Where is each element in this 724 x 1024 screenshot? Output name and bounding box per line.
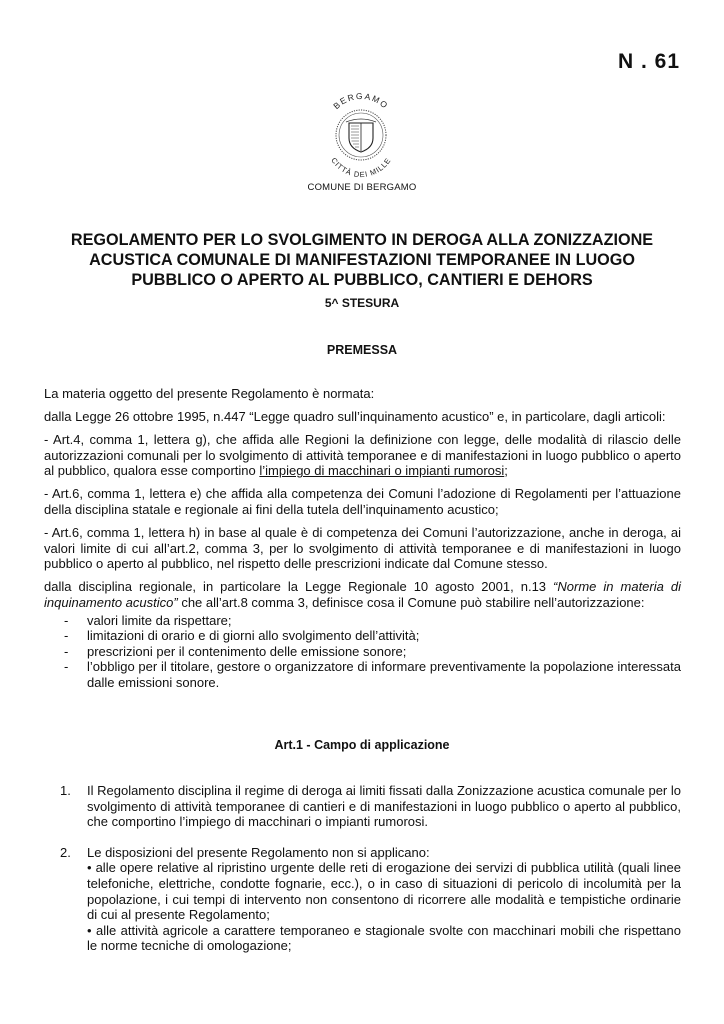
text-run: dalla disciplina regionale, in particolare la Legge Regionale 10 agosto 2001, n.13	[44, 579, 554, 595]
text-run: ;	[504, 463, 508, 479]
logo-caption: COMUNE DI BERGAMO	[307, 182, 417, 193]
title-line: ACUSTICA COMUNALE DI MANIFESTAZIONI TEMPORANEE IN LUOGO	[89, 251, 635, 269]
seal-arc-bottom-text: CITTÀ DEI MILLE	[329, 155, 393, 180]
paragraph: - Art.6, comma 1, lettera h) in base al quale è di competenza dei Comuni l’autorizzazione, anche in deroga, ai valori limite di cui all’art.2, comma 3, per lo svolgimento di attività temporanee e di manifestazioni in luogo pubblico o aperto al pubblico, nel rispetto delle prescrizioni indicate dal Comune stesso.	[44, 525, 681, 572]
bullet-item: • alle opere relative al ripristino urgente delle reti di erogazione dei servizi di pubblica utilità (quali linee telefoniche, elettriche, condotte fognarie, ecc.), o in caso di situazioni di pericolo di incolumità per la popolazione, i cui tempi di intervento non consentono di ricorrere alle modalità e tempistiche ordinarie di cui al presente Regolamento;	[87, 860, 681, 923]
item-text: Il Regolamento disciplina il regime di deroga ai limiti fissati dalla Zonizzazione acustica comunale per lo svolgimento di attività temporanee di cantieri e di manifestazioni in luogo pubblico o aperto al pubblico, che comportino l’impiego di macchinari o impianti rumorosi.	[87, 783, 681, 830]
list-item: - valori limite da rispettare;	[44, 613, 681, 629]
paragraph	[44, 579, 681, 610]
art1-list	[44, 783, 681, 954]
seal-arc-top-text: BERGAMO	[331, 90, 391, 112]
document-title	[44, 230, 680, 290]
premessa-body	[44, 386, 681, 691]
text-run: che all’art.8 comma 3, definisce cosa il Comune può stabilire nell’autorizzazione:	[177, 595, 645, 611]
underlined-text: l’impiego di macchinari o impianti rumorosi	[259, 463, 505, 479]
title-line: PUBBLICO O APERTO AL PUBBLICO, CANTIERI E DEHORS	[131, 271, 593, 289]
item-text: Le disposizioni del presente Regolamento non si applicano:	[87, 844, 430, 860]
document-number: N . 61	[617, 50, 680, 73]
text-run: - Art.4, comma 1, lettera g), che affida alle Regioni la definizione con legge, delle modalità di rilascio delle autorizzazioni comunali per lo svolgimento di attività temporanee e di manifestazioni in luogo pubblico o aperto al pubblico, qualora esse comportino	[44, 432, 681, 479]
section-heading-art1: Art.1 - Campo di applicazione	[274, 738, 450, 752]
document-subtitle: 5^ STESURA	[324, 296, 400, 310]
comune-di-bergamo-seal	[306, 80, 416, 190]
list-item	[44, 783, 681, 830]
paragraph: dalla Legge 26 ottobre 1995, n.447 “Legge quadro sull’inquinamento acustico” e, in particolare, dagli articoli:	[44, 409, 666, 425]
section-heading-premessa: PREMESSA	[326, 343, 398, 357]
italic-law-title: “Norme in materia di inquinamento acustico”	[44, 579, 681, 611]
paragraph: - Art.6, comma 1, lettera e) che affida alla competenza dei Comuni l’adozione di Regolamenti per l’attuazione della disciplina statale e regionale ai fini della tutela dell’inquinamento acustico;	[44, 486, 681, 518]
list-item: - prescrizioni per il contenimento delle emissione sonore;	[44, 644, 681, 660]
title-line: REGOLAMENTO PER LO SVOLGIMENTO IN DEROGA ALLA ZONIZZAZIONE	[70, 231, 654, 249]
authorization-list	[44, 613, 681, 691]
bullet-item: • alle attività agricole a carattere temporaneo e stagionale svolte con macchinari mobili che rispettano le norme tecniche di omologazione;	[87, 922, 681, 954]
item-number: 1.	[60, 783, 71, 798]
item-number: 2.	[60, 844, 71, 860]
list-item: - l’obbligo per il titolare, gestore o organizzatore di informare preventivamente la popolazione interessata dalle emissioni sonore.	[44, 659, 681, 690]
svg-text:BERGAMO	[331, 91, 390, 111]
list-item: - limitazioni di orario e di giorni allo svolgimento dell’attività;	[44, 628, 681, 644]
svg-text:CITTÀ DEI MILLE	[329, 156, 393, 179]
paragraph: La materia oggetto del presente Regolamento è normata:	[44, 386, 375, 401]
art1-body	[44, 783, 681, 954]
list-item	[44, 845, 681, 954]
paragraph	[44, 432, 681, 479]
